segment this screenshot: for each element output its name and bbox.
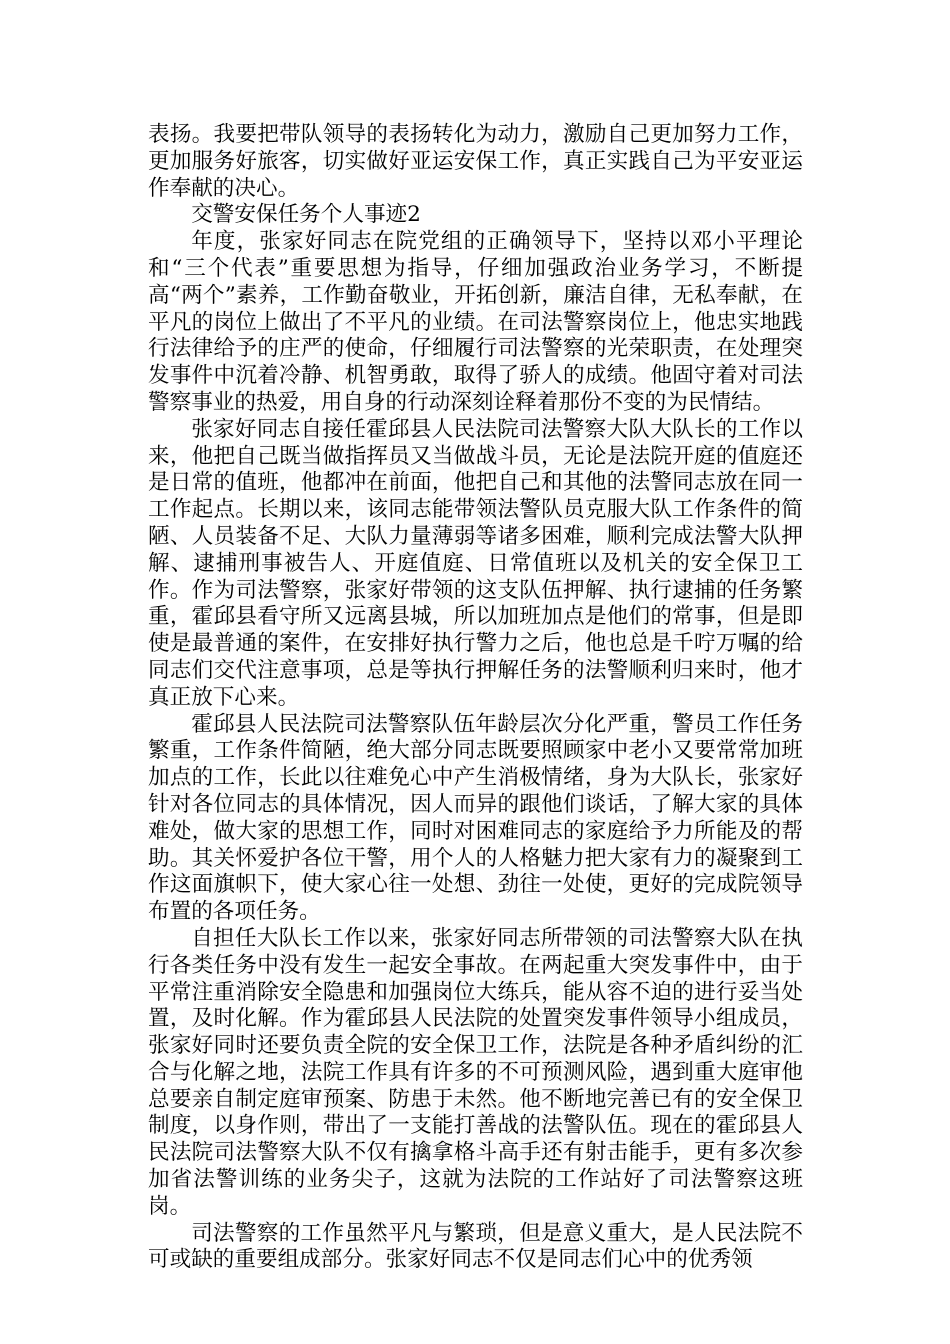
- section-heading: 交警安保任务个人事迹2: [191, 202, 421, 228]
- paragraph: 司法警察的工作虽然平凡与繁琐，但是意义重大，是人民法院不可或缺的重要组成部分。张家好同志不仅是同志们心中的优秀领: [148, 1220, 803, 1273]
- document-body: [148, 122, 803, 1274]
- paragraph: 霍邱县人民法院司法警察队伍年龄层次分化严重，警员工作任务繁重，工作条件简陋，绝大部分同志既要照顾家中老小又要常常加班加点的工作，长此以往难免心中产生消极情绪，身为大队长，张家好针对各位同志的具体情况，因人而异的跟他们谈话，了解大家的具体难处，做大家的思想工作，同时对困难同志的家庭给予力所能及的帮助。其关怀爱护各位干警，用个人的人格魅力把大家有力的凝聚到工作这面旗帜下，使大家心往一处想、劲往一处使，更好的完成院领导布置的各项任务。: [148, 711, 803, 925]
- paragraph: 年度，张家好同志在院党组的正确领导下，坚持以邓小平理论和“三个代表”重要思想为指导，仔细加强政治业务学习，不断提高“两个”素养，工作勤奋敬业，开拓创新，廉洁自律，无私奉献，在平凡的岗位上做出了不平凡的业绩。在司法警察岗位上，他忠实地践行法律给予的庄严的使命，仔细履行司法警察的光荣职责，在处理突发事件中沉着冷静、机智勇敢，取得了骄人的成绩。他固守着对司法警察事业的热爱，用自身的行动深刻诠释着那份不变的为民情结。: [148, 229, 803, 415]
- paragraph-continuation: 表扬。我要把带队领导的表扬转化为动力，激励自己更加努力工作，更加服务好旅客，切实做好亚运安保工作，真正实践自己为平安亚运作奉献的决心。: [148, 122, 803, 201]
- paragraph: 自担任大队长工作以来，张家好同志所带领的司法警察大队在执行各类任务中没有发生一起安全事故。在两起重大突发事件中，由于平常注重消除安全隐患和加强岗位大练兵，能从容不迫的进行妥当处置，及时化解。作为霍邱县人民法院的处置突发事件领导小组成员，张家好同时还要负责全院的安全保卫工作，法院是各种矛盾纠纷的汇合与化解之地，法院工作具有许多的不可预测风险，遇到重大庭审他总要亲自制定庭审预案、防患于未然。他不断地完善已有的安全保卫制度，以身作则，带出了一支能打善战的法警队伍。现在的霍邱县人民法院司法警察大队不仅有擒拿格斗高手还有射击能手，更有多次参加省法警训练的业务尖子，这就为法院的工作站好了司法警察这班岗。: [148, 925, 803, 1219]
- paragraph: 张家好同志自接任霍邱县人民法院司法警察大队大队长的工作以来，他把自己既当做指挥员又当做战斗员，无论是法院开庭的值庭还是日常的值班，他都冲在前面，他把自己和其他的法警同志放在同一工作起点。长期以来，该同志能带领法警队员克服大队工作条件的简陋、人员装备不足、大队力量薄弱等诸多困难，顺利完成法警大队押解、逮捕刑事被告人、开庭值庭、日常值班以及机关的安全保卫工作。作为司法警察，张家好带领的这支队伍押解、执行逮捕的任务繁重，霍邱县看守所又远离县城，所以加班加点是他们的常事，但是即使是最普通的案件，在安排好执行警力之后，他也总是千咛万嘱的给同志们交代注意事项，总是等执行押解任务的法警顺利归来时，他才真正放下心来。: [148, 416, 803, 710]
